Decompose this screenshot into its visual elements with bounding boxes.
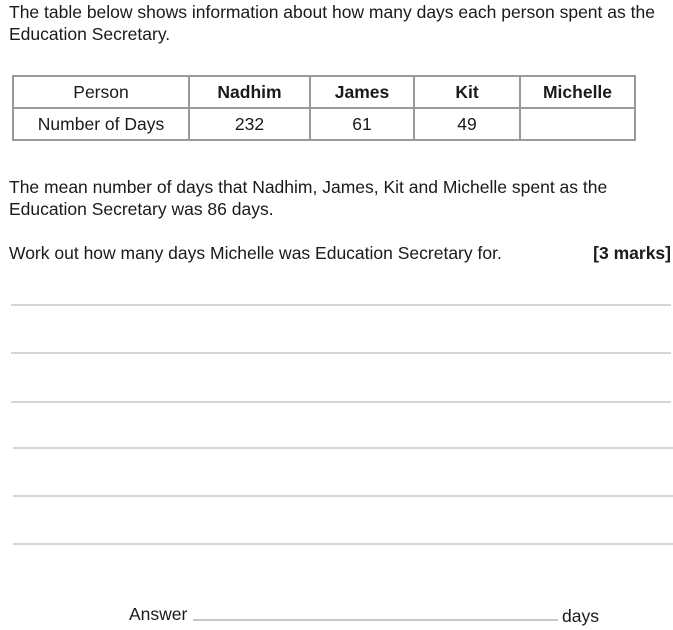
table-header-row <box>13 76 635 108</box>
table-header-michelle: Michelle <box>520 76 635 108</box>
task-instruction: Work out how many days Michelle was Education Secretary for. <box>9 243 502 263</box>
answer-units: days <box>562 606 599 626</box>
table-row-label: Number of Days <box>13 108 189 140</box>
table-header-james: James <box>310 76 414 108</box>
days-nadhim: 232 <box>189 108 310 140</box>
mean-statement: The mean number of days that Nadhim, James, Kit and Michelle spent as the Education Secretary was 86 days. <box>9 177 608 219</box>
table-header-person: Person <box>13 76 189 108</box>
working-line[interactable] <box>13 543 673 545</box>
days-michelle-blank[interactable] <box>520 108 635 140</box>
days-kit: 49 <box>414 108 520 140</box>
days-table <box>12 75 636 141</box>
working-line[interactable] <box>13 495 673 497</box>
marks-label: [3 marks] <box>593 243 671 263</box>
working-line[interactable] <box>13 447 673 449</box>
working-line[interactable] <box>11 352 671 354</box>
question-intro: The table below shows information about how many days each person spent as the Education Secretary. <box>9 2 655 44</box>
days-james: 61 <box>310 108 414 140</box>
table-header-kit: Kit <box>414 76 520 108</box>
answer-label: Answer <box>129 604 188 624</box>
working-line[interactable] <box>11 401 671 403</box>
table-header-nadhim: Nadhim <box>189 76 310 108</box>
working-line[interactable] <box>11 304 671 306</box>
answer-input-line[interactable] <box>193 619 558 621</box>
table-row <box>13 108 635 140</box>
